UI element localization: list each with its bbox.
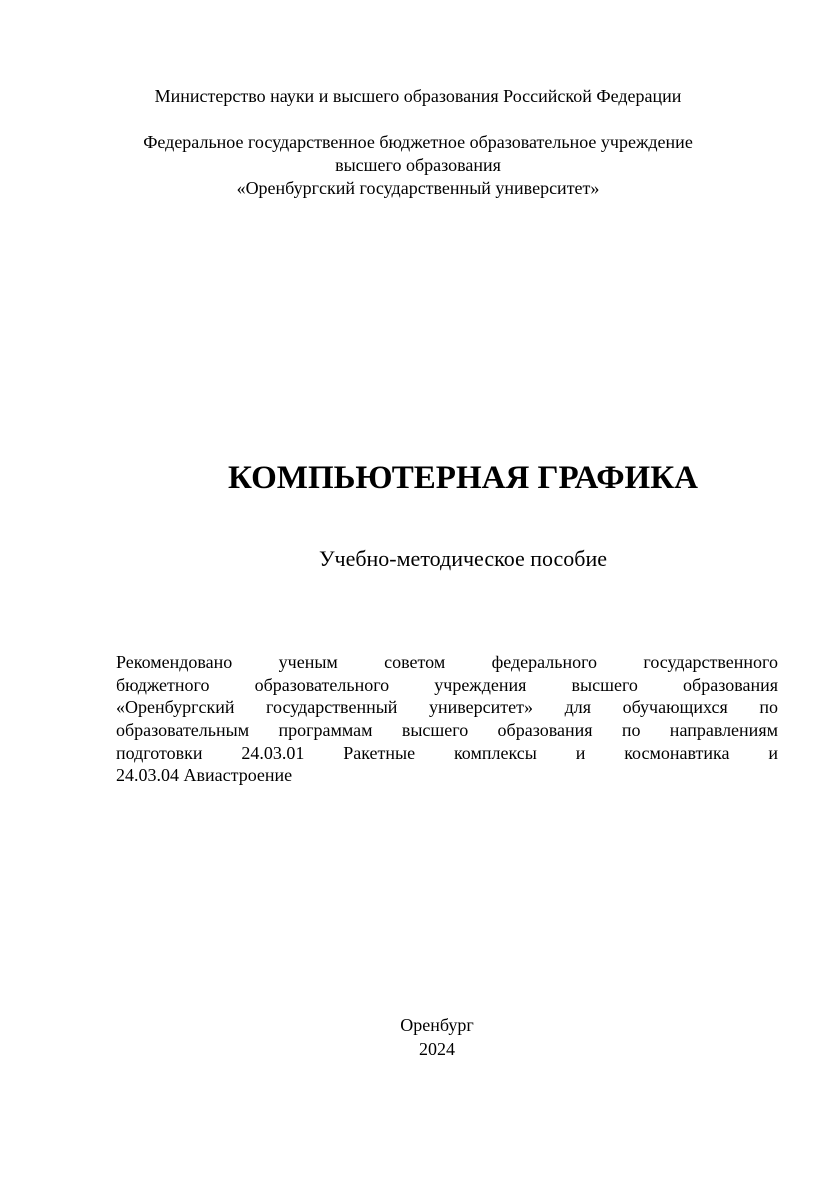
recommendation-line-6: 24.03.04 Авиастроение [116, 765, 293, 786]
recommendation-block [116, 651, 778, 787]
recommendation-line-1: Рекомендовано ученым советом федерального государственного [116, 652, 778, 672]
recommendation-line-3: «Оренбургский государственный университет» для обучающихся по [116, 697, 778, 718]
document-subtitle: Учебно-методическое пособие [318, 546, 608, 571]
ministry-name: Министерство науки и высшего образования Российской Федерации [154, 86, 682, 106]
recommendation-line-2: бюджетного образовательного учреждения высшего образования [116, 674, 778, 695]
recommendation-line-5: подготовки 24.03.01 Ракетные комплексы и космонавтика и [116, 742, 778, 763]
institution-line-3: «Оренбургский государственный университет» [236, 178, 600, 198]
recommendation-line-4: образовательным программам высшего образования по направлениям [116, 720, 778, 741]
publication-city: Оренбург [400, 1015, 474, 1035]
document-title: КОМПЬЮТЕРНАЯ ГРАФИКА [228, 460, 698, 496]
publication-year: 2024 [419, 1039, 455, 1059]
institution-line-2: высшего образования [335, 155, 501, 175]
institution-line-1: Федеральное государственное бюджетное образовательное учреждение [143, 132, 693, 152]
